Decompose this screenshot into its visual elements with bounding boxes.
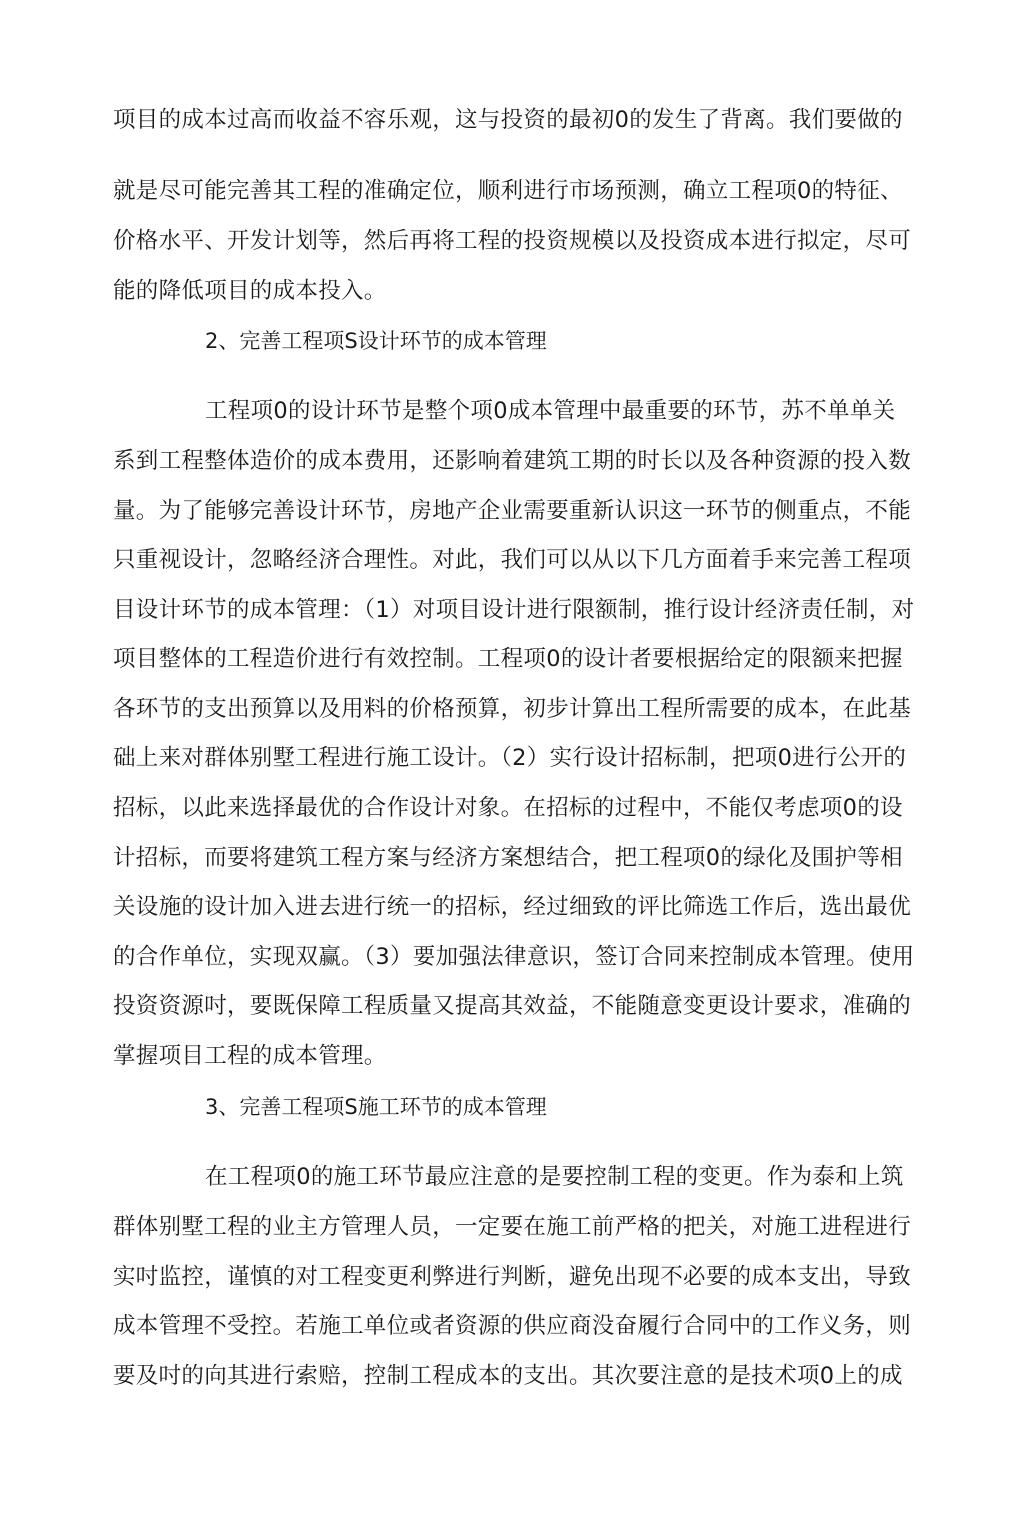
text-line: 项目的成本过高而收益不容乐观，这与投资的最初0的发生了背离。我们要做的: [113, 107, 903, 133]
text-line: 投资资源吋，要既保障工程质量又提高其效益，不能随意变更设计要求，准确的: [113, 993, 912, 1019]
text-line: 目设计环节的成本管理：（1）对项目设计进行限额制，推行设计经济责任制，对: [113, 597, 915, 623]
text-line: 计招标，而要将建筑工程方案与经济方案想结合，把工程项0的绿化及围护等相: [113, 845, 903, 871]
text-line: 系到工程整体造价的成本费用，还影响着建筑工期的时长以及各种资源的投入数: [113, 448, 912, 474]
text-line: 量。为了能够完善设计环节，房地产企业需要重新认识这一环节的侧重点，不能: [113, 498, 912, 524]
text-line: 关设施的设计加入进去进行统一的招标，经过细致的评比筛选工作后，选出最优: [113, 894, 912, 920]
text-line: 就是尽可能完善其工程的准确定位，顺利进行市场预测，确立工程项0的特征、: [113, 178, 903, 204]
text-line: 各环节的支出预算以及用料的价格预算，初步计算出工程所需要的成本，在此基: [113, 696, 912, 722]
text-line: 项目整体的工程造价进行有效控制。工程项0的设计者要根据给定的限额来把握: [113, 646, 903, 672]
text-line: 群体别墅工程的业主方管理人员，一定要在施工前严格的把关，对施工进程进行: [113, 1214, 912, 1240]
text-line: 只重视设计，忽略经济合理性。对此，我们可以从以下几方面着手来完善工程项: [113, 547, 912, 573]
section-heading: 3、完善工程项S施工环节的成本管理: [205, 1095, 547, 1119]
text-line: 掌握项目工程的成本管理。: [113, 1043, 387, 1069]
text-line: 础上来对群体别墅工程进行施工设计。（2）实行设计招标制，把项0进行公开的: [113, 745, 907, 771]
text-line: 能的降低项目的成本投入。: [113, 278, 387, 304]
text-line: 工程项0的设计环节是整个项0成本管理中最重要的环节，苏不单单关: [205, 398, 896, 424]
text-line: 价格水平、开发计划等，然后再将工程的投资规模以及投资成本进行拟定，尽可: [113, 228, 912, 254]
text-line: 的合作单位，实现双赢。（3）要加强法律意识，签订合同来控制成本管理。使用: [113, 944, 915, 970]
section-heading: 2、完善工程项S设计环节的成本管理: [205, 329, 547, 353]
text-line: 要及吋的向其进行索赔，控制工程成本的支出。其次要注意的是技术项0上的成: [113, 1363, 903, 1389]
text-line: 在工程项0的施工环节最应注意的是要控制工程的变更。作为泰和上筑: [205, 1164, 904, 1190]
text-line: 实吋监控，谨慎的对工程变更利弊进行判断，避免出现不必要的成本支出，导致: [113, 1264, 912, 1290]
text-line: 成本管理不受控。若施工单位或者资源的供应商没奋履行合同中的工作义务，则: [113, 1313, 912, 1339]
text-line: 招标，以此来选择最优的合作设计对象。在招标的过程中，不能仅考虑项0的设: [113, 795, 903, 821]
